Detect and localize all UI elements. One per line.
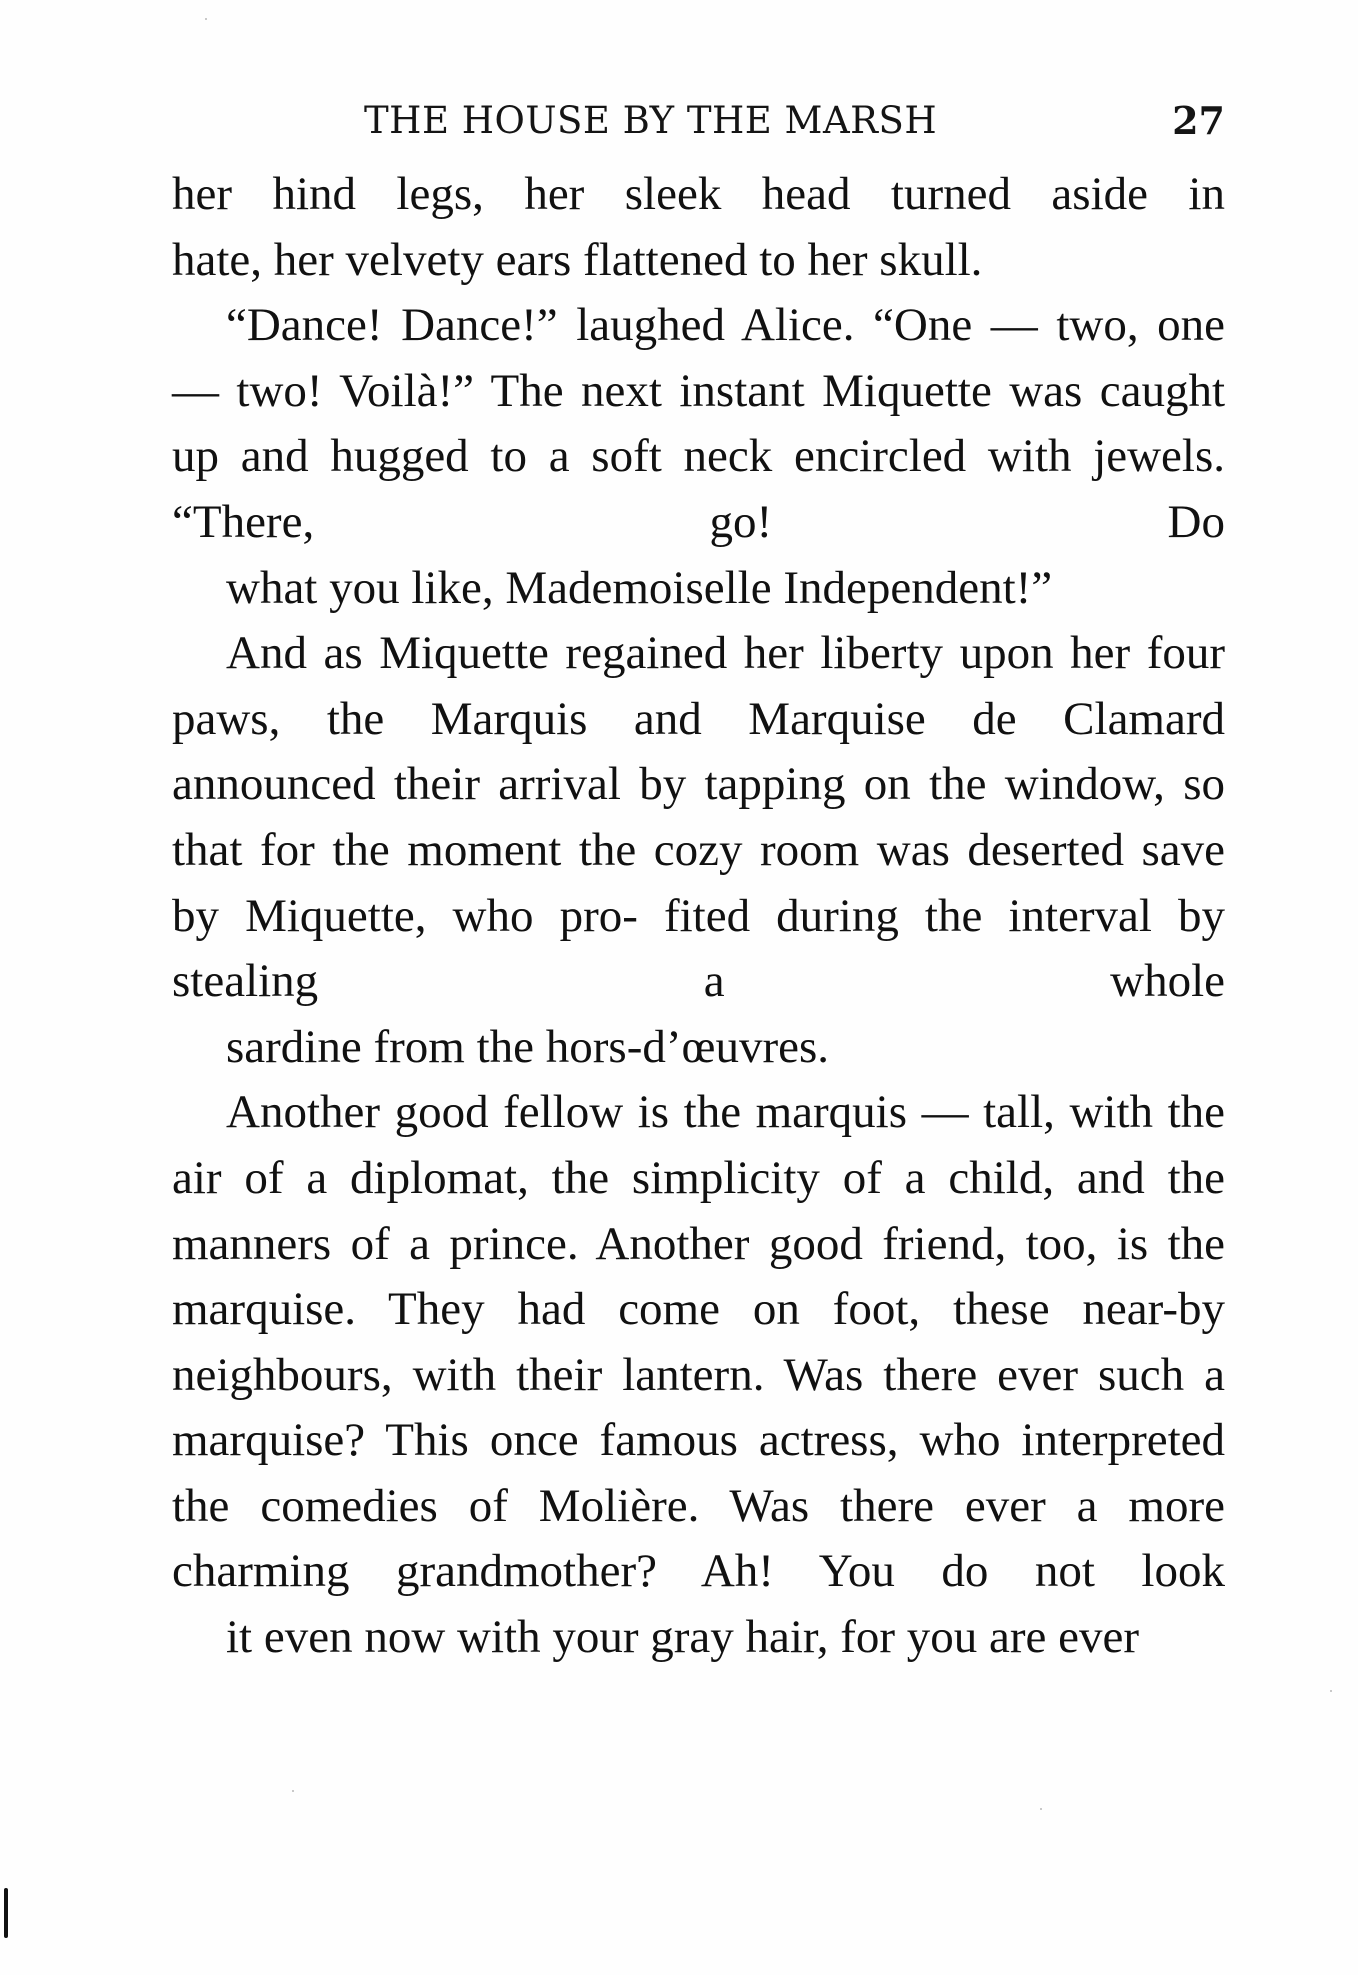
text-line: Another good fellow is the marquis — tall, xyxy=(226,1086,1055,1139)
text-line: their lantern. Was there ever such a marquise? xyxy=(172,1348,1225,1467)
paper-speck xyxy=(205,18,207,20)
paper-speck xyxy=(1040,1808,1042,1810)
running-title: THE HOUSE BY THE MARSH xyxy=(364,99,938,142)
page-number: 27 xyxy=(1172,98,1225,143)
text-line: hate, her velvety ears flattened to her skull. xyxy=(172,233,983,286)
paragraph-4 xyxy=(172,1080,1225,1670)
text-line: This once famous actress, who interpreted the xyxy=(172,1414,1225,1532)
text-line: room was deserted save by Miquette, who pro- xyxy=(172,823,1226,942)
text-line: Clamard announced their arrival by tapping on xyxy=(172,692,1225,811)
body-text xyxy=(172,162,1225,1671)
paper-speck xyxy=(292,1790,294,1792)
text-line: her four paws, the Marquis and Marquise de xyxy=(172,627,1226,745)
text-line: comedies of Molière. Was there ever a more xyxy=(260,1479,1226,1532)
text-line: Miquette was caught up and hugged to a soft xyxy=(172,364,1226,483)
text-line: it even now with your gray hair, for you are ever xyxy=(226,1611,1139,1664)
text-line: what you like, Mademoiselle Independent!” xyxy=(226,561,1053,614)
paragraph-1 xyxy=(172,162,1225,293)
text-line: fited during the interval by stealing a whole xyxy=(172,889,1225,1008)
text-line: child, and the manners of a prince. Another xyxy=(172,1151,1225,1270)
text-line: her hind legs, her sleek head turned aside in xyxy=(172,168,1225,220)
text-line: with the air of a diplomat, the simplicity of a xyxy=(172,1086,1226,1204)
running-head xyxy=(172,96,1225,146)
paper-speck xyxy=(1330,1690,1332,1692)
paragraph-3 xyxy=(172,621,1225,1080)
text-line: And as Miquette regained her liberty upon xyxy=(226,627,1054,680)
text-line: sardine from the hors-d’œuvres. xyxy=(226,1020,829,1073)
scan-edge-mark xyxy=(4,1888,8,1938)
text-line: come on foot, these near-by neighbours, with xyxy=(172,1283,1225,1401)
paragraph-2 xyxy=(172,293,1225,621)
text-line: the window, so that for the moment the cozy xyxy=(172,758,1225,876)
text-line: two, one — two! Voilà!” The next instant xyxy=(172,299,1225,417)
text-line: charming grandmother? Ah! You do not look xyxy=(172,1545,1225,1598)
text-line: “Dance! Dance!” laughed Alice. “One — xyxy=(226,299,1038,352)
text-line: neck encircled with jewels. “There, go! Do xyxy=(172,430,1226,548)
text-line: good friend, too, is the marquise. They had xyxy=(172,1217,1225,1336)
